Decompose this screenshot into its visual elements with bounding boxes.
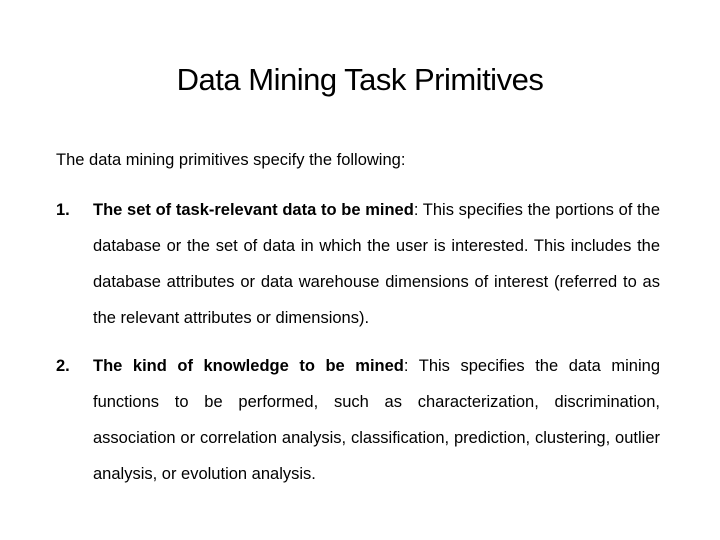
slide-title: Data Mining Task Primitives — [176, 62, 544, 97]
primitives-list — [56, 192, 660, 492]
list-item-description: : This specifies the portions of the database or the set of data in which the user is interested. This includes the database attributes or data warehouse dimensions of interest (referred to as the relevant attributes or dimensions). — [93, 201, 660, 327]
intro-text: The data mining primitives specify the following: — [56, 151, 406, 169]
list-item-number: 1. — [56, 201, 70, 219]
list-item — [56, 192, 660, 336]
list-item — [56, 348, 660, 492]
list-item-number: 2. — [56, 357, 70, 375]
list-item-description: : This specifies the data mining functions to be performed, such as characterization, discrimination, association or correlation analysis, classification, prediction, clustering, outlier analysis, or evolution analysis. — [93, 357, 661, 483]
list-item-term: The kind of knowledge to be mined — [93, 357, 404, 375]
list-item-term: The set of task-relevant data to be mined — [93, 201, 414, 219]
